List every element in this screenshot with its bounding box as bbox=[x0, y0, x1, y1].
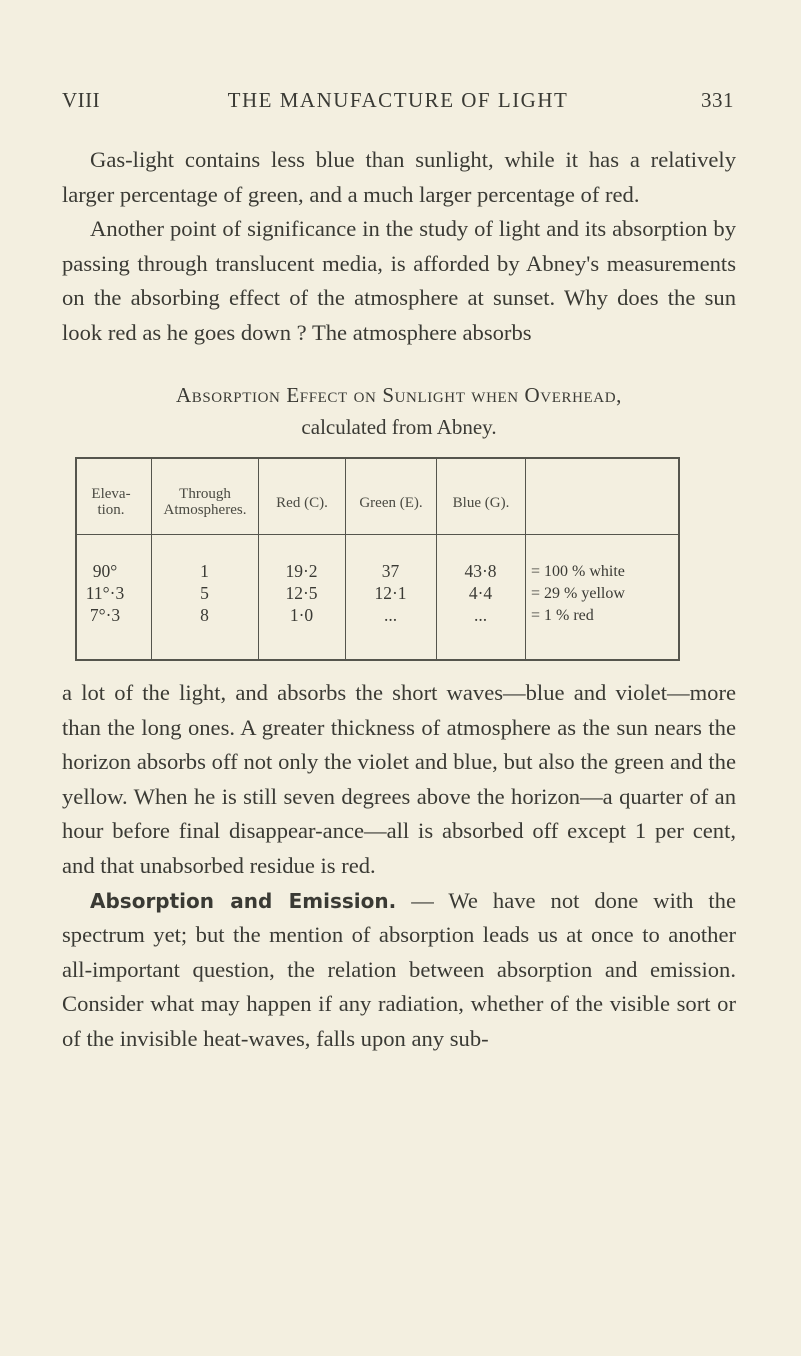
cell-result: = 1 % red bbox=[531, 607, 594, 624]
header-blue: Blue (G). bbox=[452, 495, 510, 511]
column-divider bbox=[151, 457, 152, 661]
header-elevation: Eleva-tion. bbox=[91, 486, 131, 518]
column-divider bbox=[436, 457, 437, 661]
cell-red: 19·2 bbox=[285, 561, 318, 581]
paragraph: Another point of significance in the study of light and its absorption by passing through translucent media, is afforded by Abney's measurements on the absorbing effect of the atmosphere at sunset. Why does the sun look red as he goes down ? The atmosphere absorbs bbox=[62, 216, 736, 345]
cell-green: ... bbox=[383, 605, 398, 625]
cell-through: 5 bbox=[200, 583, 209, 603]
section-heading: Absorption and Emission. bbox=[90, 888, 397, 913]
body-text-top bbox=[62, 143, 736, 351]
column-divider bbox=[258, 457, 259, 661]
paragraph bbox=[62, 884, 736, 1057]
cell-blue: ... bbox=[473, 605, 488, 625]
body-text-bottom bbox=[62, 676, 736, 1057]
table-title: Absorption Effect on Sunlight when Overhead, bbox=[175, 383, 623, 407]
cell-green: 12·1 bbox=[374, 583, 407, 603]
header-through: Through Atmospheres. bbox=[163, 486, 247, 518]
running-header bbox=[62, 88, 734, 118]
cell-result: = 29 % yellow bbox=[531, 585, 625, 602]
page-number: 331 bbox=[701, 88, 734, 112]
cell-green: 37 bbox=[381, 561, 400, 581]
cell-result: = 100 % white bbox=[531, 563, 625, 580]
table-subtitle: calculated from Abney. bbox=[301, 415, 497, 439]
cell-blue: 43·8 bbox=[464, 561, 497, 581]
header-rule bbox=[75, 534, 679, 535]
table-top-rule bbox=[75, 457, 679, 459]
table-caption bbox=[62, 379, 736, 443]
cell-elevation: 11°·3 bbox=[85, 583, 125, 603]
paragraph-text: — We have not done with the spectrum yet; but the mention of absorption leads us at once to another all-important question, the relation between absorption and emission. Consider what may happen if any radiation, whether of the visible sort or of the invisible heat-waves, falls upon any sub- bbox=[62, 887, 737, 1051]
column-divider bbox=[525, 457, 526, 661]
cell-blue: 4·4 bbox=[468, 583, 493, 603]
cell-elevation: 90° bbox=[92, 561, 118, 581]
cell-red: 12·5 bbox=[285, 583, 318, 603]
absorption-table bbox=[75, 457, 679, 661]
paragraph: Gas-light contains less blue than sunlight, while it has a relatively larger percentage of green, and a much larger percentage of red. bbox=[62, 147, 736, 207]
cell-through: 8 bbox=[200, 605, 209, 625]
cell-red: 1·0 bbox=[289, 605, 314, 625]
table-bottom-rule bbox=[75, 659, 679, 661]
header-green: Green (E). bbox=[359, 495, 423, 511]
cell-through: 1 bbox=[200, 561, 209, 581]
table-left-rule bbox=[75, 457, 77, 661]
column-divider bbox=[345, 457, 346, 661]
paragraph: a lot of the light, and absorbs the short waves—blue and violet—more than the long ones. A greater thickness of atmosphere as the sun nears the horizon absorbs off not only the violet and blue, but also the green and the yellow. When he is still seven degrees above the horizon—a quarter of an hour before final disappear-ance—all is absorbed off except 1 per cent, and that unabsorbed residue is red. bbox=[62, 680, 736, 878]
header-red: Red (C). bbox=[276, 495, 328, 511]
table-right-rule bbox=[678, 457, 680, 661]
running-title: THE MANUFACTURE OF LIGHT bbox=[227, 88, 569, 112]
cell-elevation: 7°·3 bbox=[89, 605, 121, 625]
chapter-marker: VIII bbox=[62, 88, 101, 112]
